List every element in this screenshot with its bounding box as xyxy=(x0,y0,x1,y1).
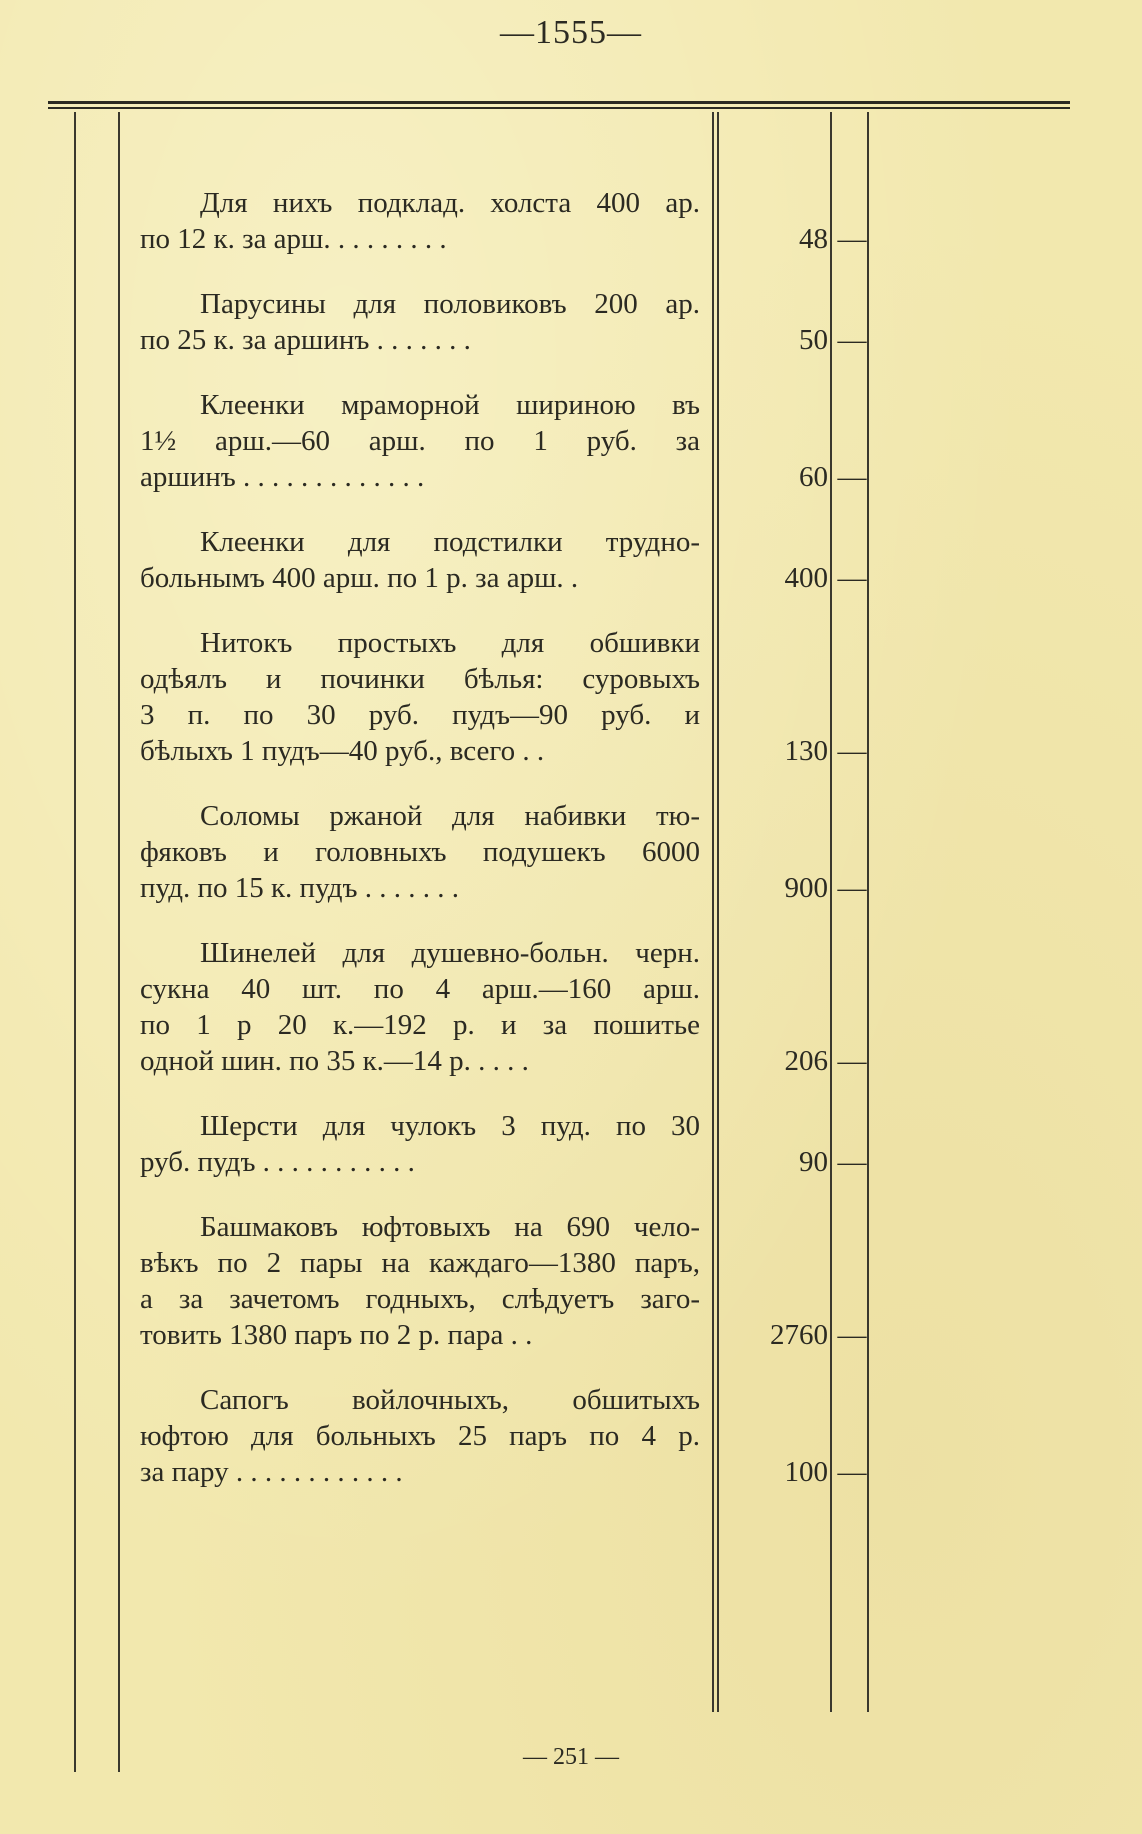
entry-kopeks-dash: — xyxy=(837,1319,867,1351)
ledger-entry xyxy=(140,1209,867,1353)
entry-line: Клеенки для подстилки трудно- xyxy=(200,526,700,558)
header-rule-bottom xyxy=(48,107,1070,109)
entry-line: Шинелей для душевно-больн. черн. xyxy=(200,937,700,969)
entry-line: руб. пудъ . . . . . . . . . . . xyxy=(140,1146,415,1178)
entry-amount: 2760 xyxy=(770,1319,828,1351)
entry-amount: 900 xyxy=(784,872,828,904)
entry-line: Башмаковъ юфтовыхъ на 690 чело- xyxy=(200,1211,700,1243)
entry-kopeks-dash: — xyxy=(837,1456,867,1488)
ledger-entries xyxy=(140,185,867,1519)
entry-line: юфтою для больныхъ 25 паръ по 4 р. xyxy=(140,1420,700,1452)
entry-line: сукна 40 шт. по 4 арш.—160 арш. xyxy=(140,973,700,1005)
entry-amount: 50 xyxy=(799,324,828,356)
entry-line: больнымъ 400 арш. по 1 р. за арш. . xyxy=(140,562,579,594)
ledger-entry xyxy=(140,524,867,596)
column-rule-left-inner xyxy=(118,112,120,1772)
entry-line: а за зачетомъ годныхъ, слѣдуетъ заго- xyxy=(140,1283,700,1315)
entry-line: аршинъ . . . . . . . . . . . . . xyxy=(140,461,425,493)
entry-line: бѣлыхъ 1 пудъ—40 руб., всего . . xyxy=(140,735,545,767)
ledger-entry xyxy=(140,798,867,906)
header-rule-top xyxy=(48,101,1070,104)
entry-amount: 400 xyxy=(784,562,828,594)
entry-amount: 130 xyxy=(784,735,828,767)
entry-line: Парусины для половиковъ 200 ар. xyxy=(200,288,700,320)
ledger-entry xyxy=(140,185,867,257)
column-rule-left-outer xyxy=(74,112,76,1772)
entry-line: Нитокъ простыхъ для обшивки xyxy=(200,627,700,659)
entry-line: товить 1380 паръ по 2 р. пара . . xyxy=(140,1319,533,1351)
entry-line: одѣялъ и починки бѣлья: суровыхъ xyxy=(140,663,700,695)
entry-line: по 25 к. за аршинъ . . . . . . . xyxy=(140,324,471,356)
ledger-entry xyxy=(140,935,867,1079)
ledger-entry xyxy=(140,1382,867,1490)
column-rule-text-right xyxy=(712,112,714,1712)
entry-kopeks-dash: — xyxy=(837,324,867,356)
entry-line: 1½ арш.—60 арш. по 1 руб. за xyxy=(140,425,700,457)
entry-line: вѣкъ по 2 пары на каждаго—1380 паръ, xyxy=(140,1247,700,1279)
entry-amount: 90 xyxy=(799,1146,828,1178)
entry-line: Сапогъ войлочныхъ, обшитыхъ xyxy=(200,1384,700,1416)
entry-kopeks-dash: — xyxy=(837,735,867,767)
ledger-entry xyxy=(140,1108,867,1180)
entry-kopeks-dash: — xyxy=(837,562,867,594)
entry-line: Шерсти для чулокъ 3 пуд. по 30 xyxy=(200,1110,700,1142)
entry-kopeks-dash: — xyxy=(837,872,867,904)
entry-line: 3 п. по 30 руб. пудъ—90 руб. и xyxy=(140,699,700,731)
entry-kopeks-dash: — xyxy=(837,1045,867,1077)
entry-amount: 206 xyxy=(784,1045,828,1077)
entry-amount: 48 xyxy=(799,223,828,255)
entry-line: Соломы ржаной для набивки тю- xyxy=(200,800,700,832)
entry-amount: 100 xyxy=(784,1456,828,1488)
entry-amount: 60 xyxy=(799,461,828,493)
entry-kopeks-dash: — xyxy=(837,1146,867,1178)
entry-line: фяковъ и головныхъ подушекъ 6000 xyxy=(140,836,700,868)
entry-line: за пару . . . . . . . . . . . . xyxy=(140,1456,403,1488)
running-head: —1555— xyxy=(500,14,642,51)
entry-line: Для нихъ подклад. холста 400 ар. xyxy=(200,187,700,219)
entry-line: пуд. по 15 к. пудъ . . . . . . . xyxy=(140,872,459,904)
page-number: — 251 — xyxy=(523,1744,619,1770)
ledger-entry xyxy=(140,286,867,358)
ledger-entry xyxy=(140,387,867,495)
column-rule-text-right-double xyxy=(717,112,719,1712)
entry-line: по 12 к. за арш. . . . . . . . . xyxy=(140,223,447,255)
ledger-entry xyxy=(140,625,867,769)
entry-kopeks-dash: — xyxy=(837,461,867,493)
entry-line: по 1 р 20 к.—192 р. и за пошитье xyxy=(140,1009,700,1041)
entry-kopeks-dash: — xyxy=(837,223,867,255)
entry-line: одной шин. по 35 к.—14 р. . . . . xyxy=(140,1045,529,1077)
entry-line: Клеенки мраморной шириною въ xyxy=(200,389,700,421)
